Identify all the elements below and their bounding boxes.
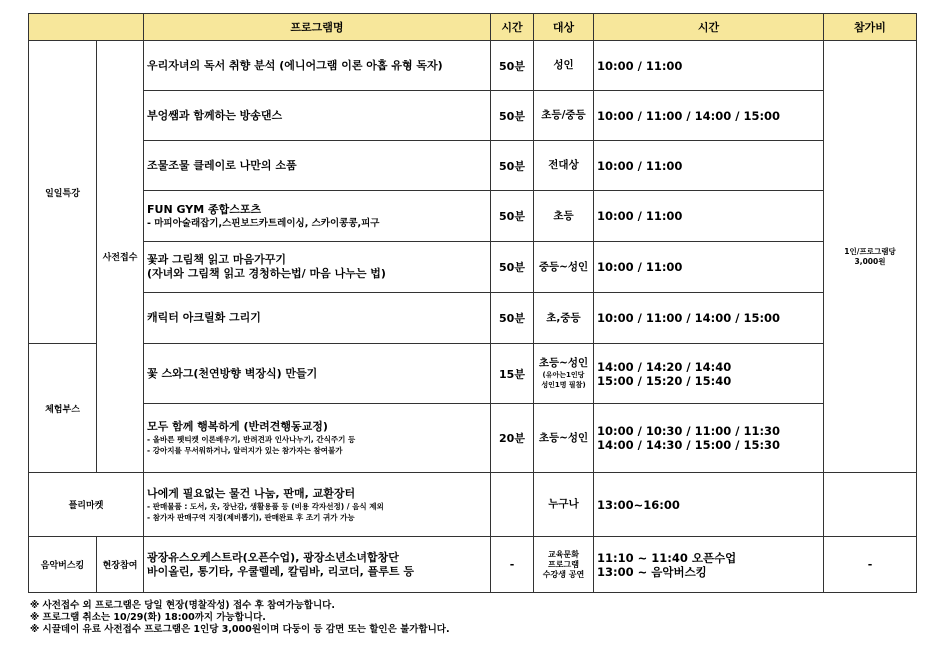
time-line: 11:10 ~ 11:40 오픈수업: [597, 550, 737, 565]
category-busking: 음악버스킹: [29, 537, 97, 593]
program-title: 모두 함께 행복하게 (반려견행동교정): [147, 420, 328, 433]
time-slots: [594, 404, 824, 473]
duration: 15분: [491, 344, 534, 404]
program-title: 나에게 필요없는 물건 나눔, 판매, 교환장터: [147, 486, 356, 500]
table-row: [29, 344, 917, 404]
duration: 50분: [491, 191, 534, 242]
table-row: [29, 404, 917, 473]
footnote: ※ 사전접수 외 프로그램은 당일 현장(명찰작성) 접수 후 참여가능합니다.: [30, 600, 335, 611]
program-detail: - 올바른 펫티켓 이론배우기, 반려견과 인사나누기, 간식주기 등: [147, 435, 356, 444]
method-onsite: 현장참여: [97, 537, 144, 593]
header-time: 시간: [594, 14, 824, 41]
target-line: 프로그램: [548, 559, 579, 569]
target-main: 초등~성인: [538, 357, 589, 369]
table-row: [29, 473, 917, 537]
category-booth: 체험부스: [29, 344, 97, 473]
duration: 20분: [491, 404, 534, 473]
program-name: 캐릭터 아크릴화 그리기: [144, 293, 491, 344]
time-slots: 10:00 / 11:00: [594, 41, 824, 91]
duration: [491, 473, 534, 537]
header-program: 프로그램명: [144, 14, 491, 41]
table-row: [29, 242, 917, 293]
footnote: ※ 프로그램 취소는 10/29(화) 18:00까지 가능합니다.: [30, 612, 266, 623]
time-slots: 10:00 / 11:00 / 14:00 / 15:00: [594, 91, 824, 141]
target: 전대상: [534, 141, 594, 191]
target: [534, 344, 594, 404]
time-slots: 10:00 / 11:00: [594, 191, 824, 242]
category-oneday: 일일특강: [29, 41, 97, 344]
target-line: 수강생 공연: [542, 569, 585, 579]
time-line: 15:00 / 15:20 / 15:40: [597, 373, 732, 388]
table-row: [29, 191, 917, 242]
header-target: 대상: [534, 14, 594, 41]
table-row: [29, 537, 917, 593]
time-slots: 10:00 / 11:00: [594, 141, 824, 191]
program-name: 부엉쌤과 함께하는 방송댄스: [144, 91, 491, 141]
target: 초등: [534, 191, 594, 242]
footnote: ※ 시끌데이 유료 사전접수 프로그램은 1인당 3,000원이며 다둥이 등 감면 또는 할인은 불가합니다.: [30, 624, 450, 635]
duration: 50분: [491, 141, 534, 191]
duration: 50분: [491, 242, 534, 293]
target-line: 교육문화: [548, 549, 579, 559]
category-flea: 플리마켓: [29, 473, 144, 537]
time-slots: 10:00 / 11:00: [594, 242, 824, 293]
program-name: 꽃 스와그(천연방향 벽장식) 만들기: [144, 344, 491, 404]
program-name: [144, 242, 491, 293]
program-detail: 바이올린, 통기타, 우쿨렐레, 칼림바, 리코더, 플루트 등: [147, 564, 415, 578]
method-preregister: 사전접수: [97, 41, 144, 473]
table-row: [29, 141, 917, 191]
program-title: 꽃과 그림책 읽고 마음가꾸기: [147, 253, 286, 266]
time-line: 13:00 ~ 음악버스킹: [597, 564, 707, 579]
target-note: 성인1명 필참): [541, 381, 586, 389]
duration: 50분: [491, 91, 534, 141]
target: 초,중등: [534, 293, 594, 344]
target: 성인: [534, 41, 594, 91]
program-name: [144, 191, 491, 242]
program-title: FUN GYM 종합스포츠: [147, 202, 262, 216]
table-header-row: [29, 14, 917, 41]
program-schedule-table: [28, 13, 917, 593]
footnotes: [30, 600, 910, 636]
duration: -: [491, 537, 534, 593]
header-duration: 시간: [491, 14, 534, 41]
table-row: [29, 91, 917, 141]
fee-cell: [824, 41, 917, 473]
program-name: [144, 537, 491, 593]
program-detail: - 참가자 판매구역 지정(제비뽑기), 판매완료 후 조기 귀가 가능: [147, 512, 355, 522]
time-slots: 13:00~16:00: [594, 473, 824, 537]
program-title: 광장유스오케스트라(오픈수업), 광장소년소녀합창단: [147, 550, 399, 564]
header-fee: 참가비: [824, 14, 917, 41]
target: [534, 537, 594, 593]
time-slots: [594, 537, 824, 593]
header-category: [29, 14, 144, 41]
fee-line: 1인/프로그램당: [844, 246, 896, 256]
fee-amount: 3,000원: [854, 256, 886, 266]
time-slots: [594, 344, 824, 404]
target: 초등/중등: [534, 91, 594, 141]
program-detail: - 판매물품 : 도서, 옷, 장난감, 생활용품 등 (비용 각자선정) / 음식 제외: [147, 501, 384, 511]
time-line: 14:00 / 14:20 / 14:40: [597, 359, 732, 374]
target: 초등~성인: [534, 404, 594, 473]
program-detail: - 마피아술래잡기,스핀보드카트레이싱, 스카이콩콩,피구: [147, 217, 380, 229]
time-line: 10:00 / 10:30 / 11:00 / 11:30: [597, 424, 781, 438]
program-name: [144, 404, 491, 473]
duration: 50분: [491, 41, 534, 91]
time-line: 14:00 / 14:30 / 15:00 / 15:30: [597, 438, 781, 452]
program-detail: - 강아지를 무서워하거나, 알러지가 있는 참가자는 참여불가: [147, 446, 343, 455]
fee-busking: -: [824, 537, 917, 593]
program-detail: (자녀와 그림책 읽고 경청하는법/ 마음 나누는 법): [147, 267, 386, 280]
target: 누구나: [534, 473, 594, 537]
table-row: [29, 293, 917, 344]
program-name: 조물조물 클레이로 나만의 소품: [144, 141, 491, 191]
table-row: [29, 41, 917, 91]
program-name: [144, 473, 491, 537]
target-note: (유아는1인당: [542, 371, 585, 379]
time-slots: 10:00 / 11:00 / 14:00 / 15:00: [594, 293, 824, 344]
target: 중등~성인: [534, 242, 594, 293]
program-name: 우리자녀의 독서 취향 분석 (에니어그램 이론 아홉 유형 독자): [144, 41, 491, 91]
fee-empty: [824, 473, 917, 537]
duration: 50분: [491, 293, 534, 344]
